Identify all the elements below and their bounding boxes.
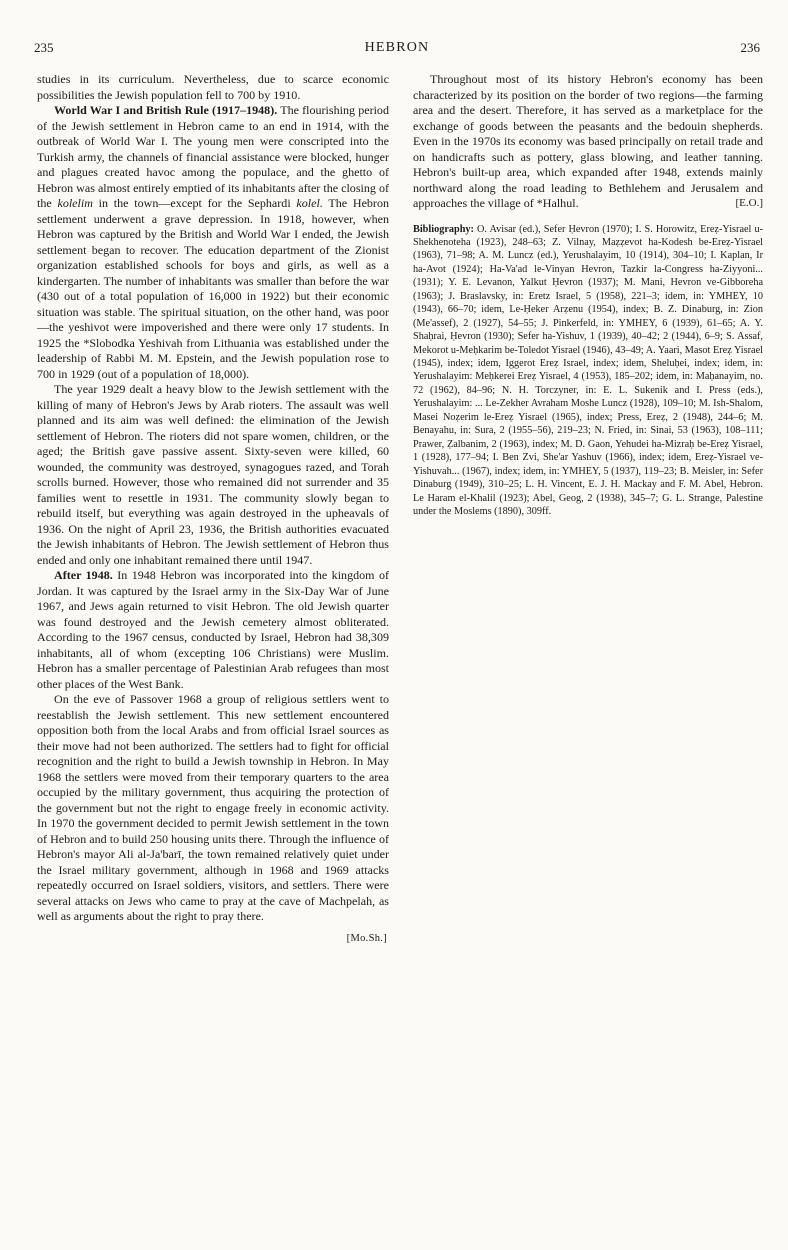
author-signature: [E.O.] <box>735 197 763 209</box>
running-head <box>34 40 760 60</box>
paragraph-text: in the town—except for the Sephardi <box>92 196 297 210</box>
section-heading: After 1948. <box>54 568 113 582</box>
page-number-right: 236 <box>740 40 760 55</box>
paragraph: studies in its curriculum. Nevertheless, due to scarce economic possibilities the Jewish population fell to 700 by 1910. <box>37 72 389 102</box>
paragraph-text: Throughout most of its history Hebron's economy has been characterized by its position on the border of two regions—the farming area and the desert. Therefore, it has served as a marketplace for the exchange of goods between the peasants and the bedouin shepherds. Even in the 1970s its economy was based principally on retail trade and on handicrafts such as pottery, glass blowing, and leather tanning. Hebron's built-up area, which expanded after 1948, extends mainly northward along the road leading to Bethlehem and Jerusalem and approaches the village of *Halhul. <box>413 72 763 210</box>
paragraph-text: The Hebron settlement underwent a grave depression. In 1918, however, when Hebron was captured by the British and World War I ended, the Jewish settlement began to recover. The education department of the Zionist organization established schools for boys and girls, as well as a kindergarten. The number of inhabitants was smaller than before the war (430 out of a total population of 16,000 in 1922) but their economic situation was stable. The spiritual situation, on the other hand, was poor—the yeshivot were impoverished and there were only 17 students. In 1925 the *Slobodka Yeshivah from Lithuania was established under the leadership of Rabbi M. M. Epstein, and the Jewish population rose to 700 in 1929 (out of a population of 18,000). <box>37 196 389 381</box>
italic-term: kolel. <box>296 196 323 210</box>
italic-term: kolelim <box>57 196 93 210</box>
page-title: HEBRON <box>364 40 430 55</box>
paragraph-text: In 1948 Hebron was incorporated into the kingdom of Jordan. It was captured by the Israel army in the Six-Day War of June 1967, and Jews again returned to visit Hebron. The old Jewish quarter was found destroyed and the Jewish cemetery almost obliterated. According to the 1967 census, conducted by Israel, Hebron had 38,309 inhabitants, all of whom (excepting 106 Christians) were Muslim. Hebron has a smaller percentage of Palestinian Arab refugees than most other places of the West Bank. <box>37 568 389 691</box>
left-column <box>37 72 389 946</box>
paragraph: On the eve of Passover 1968 a group of religious settlers went to reestablish the Jewish settlement. This new settlement encountered opposition both from the local Arabs and from official Israel sources as their move had not been authorized. The settlers had to fight for official recognition and the right to build a Jewish township in Hebron. In May 1968 the settlers were moved from their temporary quarters to the area occupied by the military government, thus acquiring the protection of the government but not the right to engage freely in economic activity. In 1970 the government decided to permit Jewish settlement in the town of Hebron and to build 250 housing units there. Through the influence of Hebron's mayor Ali al-Ja'barī, the town remained relatively quiet under the Israel military government, although in 1968 and 1969 attacks repeatedly occurred on Israel soldiers, visitors, and settlers. There were several attacks on Jews who came to pray at the cave of Machpelah, as well as arguments about the right to pray there. <box>37 692 389 923</box>
bibliography-text: O. Avisar (ed.), Sefer Ḥevron (1970); I. S. Horowitz, Ereẓ-Yisrael u-Shekhenoteha (1923), 248–63; Z. Vilnay, Maẓẓevot ha-Kodesh be-Ereẓ-Yisrael (1963), 71–98; A. M. Luncz (ed.), Yerushalayim, 10 (1914), 304–10; I. Kaplan, Ir ha-Avot (1924); Ha-Va'ad le-Vinyan Hevron, Tazkir la-Congress ha-Ziyyoni... (1931); Y. E. Levanon, Yalkut Ḥevron (1937); M. Mani, Hevron ve-Gibboreha (1963); J. Braslavsky, in: Eretz Israel, 5 (1958), 221–3; idem, in: YMHEY, 10 (1943), 66–70; idem, Le-Ḥeker Arẓenu (1954), index; B. Z. Dinaburg, in: Zion (Me'assef), 2 (1927), 54–55; J. Pinkerfeld, in: YMHEY, 6 (1939), 61–65; A. Y. Shaḥrai, Ḥevron (1930); Sefer ha-Yishuv, 1 (1939), 40–42; 2 (1944), 6–9; S. Assaf, Mekorot u-Meḥkarim be-Toledot Yisrael (1946), 43–49; A. Yaari, Masot Ereẓ Yisrael (1945), index; idem, Iggerot Ereẓ Israel, index; idem, Sheluḥei, index; idem, in: Yerushalayim: Meḥkerei Ereẓ Yisrael, 4 (1953), 185–202; idem, in: Maḥanayim, no. 72 (1962), 84–96; N. H. Torczyner, in: E. L. Sukenik and I. Press (eds.), Yerushalayim: ... Le-Zekher Avraham Moshe Luncz (1928), 109–10; M. Ish-Shalom, Masei Noẓerim le-Ereẓ Yisrael (1965), index; Press, Ereẓ, 2 (1948), 244–6; M. Benayahu, in: Sura, 2 (1955–56), 219–23; N. Fried, in: Sinai, 53 (1963), 108–111; Prawer, Ẓalbanim, 2 (1963), index; M. D. Gaon, Yehudei ha-Mizraḥ be-Ereẓ Yisrael, 1 (1928), 177–94; I. Ben Zvi, She'ar Yashuv (1966), index; idem, Ereẓ-Yisrael ve-Yishuvah... (1967), index; idem, in: YMHEY, 5 (1937), 119–23; B. Meisler, in: Sefer Dinaburg (1949), 310–25; L. H. Vincent, E. J. H. Mackay and F. M. Abel, Hebron. Le Haram el-Khalil (1923); Abel, Geog, 2 (1938), 345–7; G. L. Strange, Palestine under the Moslems (1890), 309ff. <box>413 223 763 518</box>
page-number-left: 235 <box>34 40 54 55</box>
bibliography-label: Bibliography: <box>413 223 474 235</box>
bibliography <box>413 223 763 519</box>
section-heading: World War I and British Rule (1917–1948). <box>54 103 278 117</box>
paragraph: The year 1929 dealt a heavy blow to the Jewish settlement with the killing of many of Hebron's Jews by Arab rioters. The assault was well planned and its aim was well defined: the elimination of the Jewish settlement of Hebron. The rioters did not spare women, children, or the aged; the British gave passive assent. Sixty-seven were killed, 60 wounded, the community was destroyed, synagogues razed, and Torah scrolls burned. However, those who remained did not surrender and 35 families went to resettle in 1931. The community slowly began to rebuild itself, but everything was again destroyed in the upheavals of 1936. On the night of April 23, 1936, the British authorities evacuated the Jewish inhabitants of Hebron. The Jewish settlement of Hebron thus ended and only one inhabitant remained there until 1947. <box>37 382 389 567</box>
paragraph-after-1948 <box>37 568 389 692</box>
paragraph-text: The flourishing period of the Jewish settlement in Hebron came to an end in 1914, with the outbreak of World War I. The young men were conscripted into the Turkish army, the channels of financial assistance were blocked, hunger and plagues created havoc among the populace, and the ghetto of Hebron was almost entirely emptied of its inhabitants after the closing of the <box>37 103 389 210</box>
right-column <box>413 72 763 518</box>
author-signature: [Mo.Sh.] <box>346 932 387 944</box>
paragraph-world-war-i <box>37 103 389 382</box>
paragraph-economy <box>413 72 763 212</box>
